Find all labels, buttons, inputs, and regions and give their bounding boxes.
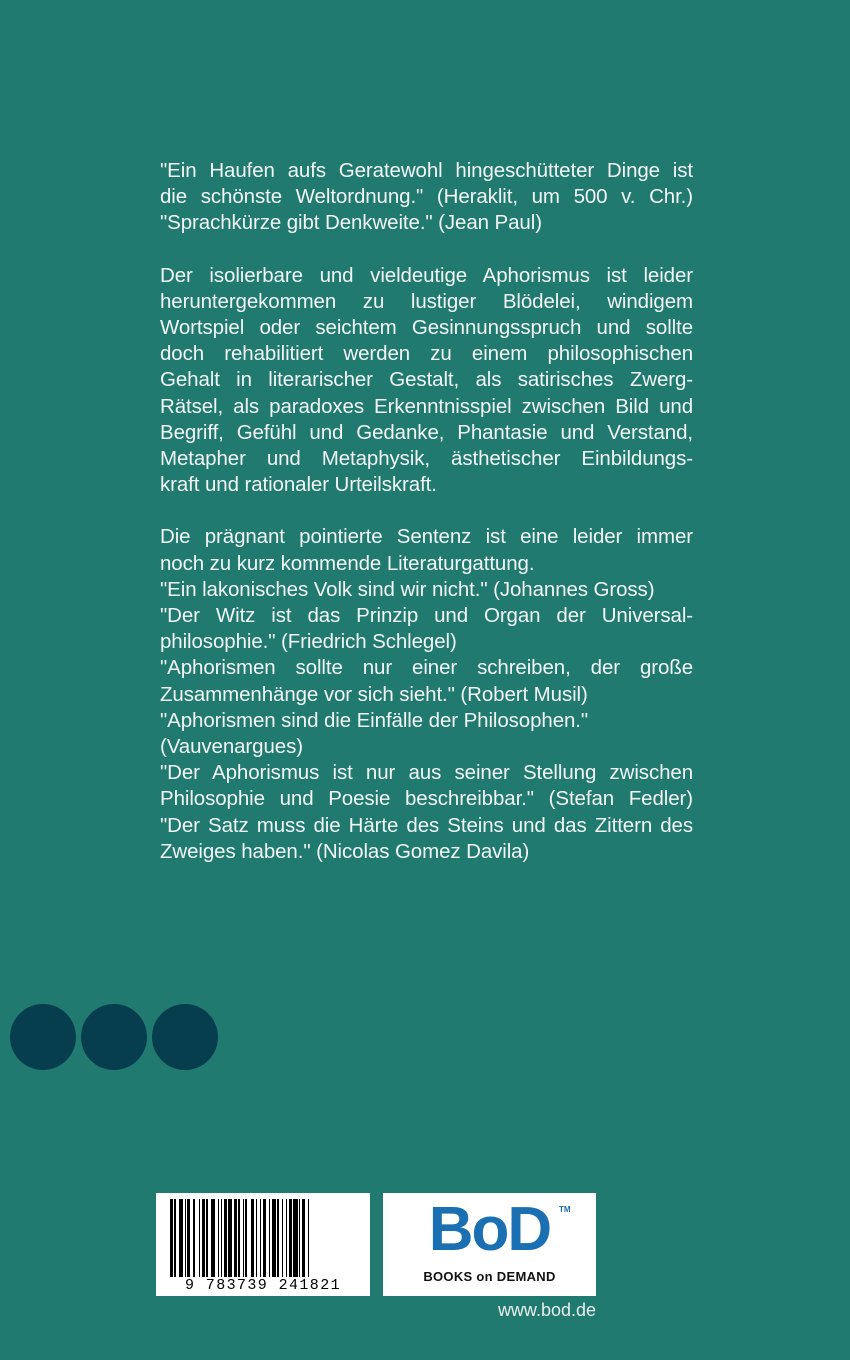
text-line: philosophie." (Friedrich Schlegel) <box>160 630 457 654</box>
barcode-bar <box>234 1199 237 1277</box>
publisher-url: www.bod.de <box>497 1300 596 1320</box>
barcode-bar <box>174 1199 175 1277</box>
bod-logo-text: BoD <box>428 1195 551 1264</box>
text-line: heruntergekommen zu lustiger Blödelei, windigem <box>160 289 693 313</box>
text-line: "Der Witz ist das Prinzip und Organ der Universal- <box>160 604 693 628</box>
barcode-bar <box>302 1199 305 1277</box>
text-line: (Vauvenargues) <box>160 735 303 759</box>
text-line: Rätsel, als paradoxes Erkenntnisspiel zwischen Bild und <box>160 394 693 418</box>
text-line: kraft und rationaler Urteilskraft. <box>160 473 437 497</box>
barcode-bar <box>221 1199 222 1277</box>
barcode-bar <box>243 1199 244 1277</box>
barcode-bar <box>289 1199 292 1277</box>
dot-icon <box>10 1004 76 1070</box>
barcode-bar <box>245 1199 246 1277</box>
barcode-bar <box>170 1199 173 1277</box>
barcode-bar <box>272 1199 276 1277</box>
publisher-tagline: BOOKS on DEMAND <box>423 1269 556 1284</box>
barcode-bar <box>224 1199 227 1277</box>
barcode-digits: 9 783739 241821 <box>184 1277 342 1294</box>
text-line: Metapher und Metaphysik, ästhetischer Einbildungs- <box>160 447 693 471</box>
barcode-bar <box>263 1199 266 1277</box>
isbn-barcode <box>156 1193 370 1296</box>
barcode-bar <box>211 1199 215 1277</box>
text-line: "Ein Haufen aufs Geratewohl hingeschütteter Dinge ist <box>160 159 693 182</box>
text-line: Die prägnant pointierte Sentenz ist eine leider immer <box>160 525 693 549</box>
barcode-bar <box>277 1199 278 1277</box>
back-cover-text <box>160 158 693 891</box>
text-line: noch zu kurz kommende Literaturgattung. <box>160 551 535 575</box>
barcode-bar <box>260 1199 261 1277</box>
dot-icon <box>81 1004 147 1070</box>
text-line: "Aphorismen sollte nur einer schreiben, der große <box>160 656 693 680</box>
barcode-bar <box>251 1199 254 1277</box>
text-line: "Der Satz muss die Härte des Steins und das Zittern des <box>160 813 693 837</box>
text-line: Zweiges haben." (Nicolas Gomez Davila) <box>160 839 530 863</box>
text-line: "Ein lakonisches Volk sind wir nicht." (Johannes Gross) <box>160 577 655 601</box>
barcode-bar <box>179 1199 183 1277</box>
text-line: Philosophie und Poesie beschreibbar." (Stefan Fedler) <box>160 787 693 811</box>
barcode-bar <box>282 1199 283 1277</box>
barcode-bar <box>193 1199 194 1277</box>
barcode-bar <box>185 1199 186 1277</box>
barcode-bar <box>228 1199 232 1277</box>
paragraph-quotes-intro <box>160 158 693 237</box>
barcode-bars <box>170 1199 356 1277</box>
text-line: Begriff, Gefühl und Gedanke, Phantasie und Verstand, <box>160 420 693 444</box>
barcode-bar <box>199 1199 200 1277</box>
barcode-bar <box>308 1199 309 1277</box>
barcode-bar <box>238 1199 239 1277</box>
barcode-bar <box>269 1199 270 1277</box>
publisher-logo <box>383 1193 596 1296</box>
trademark-mark: TM <box>559 1205 571 1214</box>
text-line: die schönste Weltordnung." (Heraklit, um 500 v. Chr.) <box>160 185 693 209</box>
text-line: "Aphorismen sind die Einfälle der Philosophen." <box>160 708 589 732</box>
text-line: Gehalt in literarischer Gestalt, als satirisches Zwerg- <box>160 368 693 392</box>
barcode-bar <box>256 1199 257 1277</box>
text-line: Der isolierbare und vieldeutige Aphorismus ist leider <box>160 263 693 287</box>
barcode-bar <box>206 1199 207 1277</box>
text-line: doch rehabilitiert werden zu einem philosophischen <box>160 342 693 366</box>
paragraph-sentenz-quotes <box>160 524 693 865</box>
barcode-bar <box>218 1199 219 1277</box>
text-line: Zusammenhänge vor sich sieht." (Robert Musil) <box>160 682 588 706</box>
dot-icon <box>152 1004 218 1070</box>
paragraph-aphorism-essay <box>160 263 693 499</box>
barcode-bar <box>299 1199 300 1277</box>
text-line: "Der Aphorismus ist nur aus seiner Stellung zwischen <box>160 761 693 785</box>
barcode-bar <box>286 1199 287 1277</box>
barcode-bar <box>293 1199 297 1277</box>
barcode-bar <box>202 1199 205 1277</box>
text-line: "Sprachkürze gibt Denkweite." (Jean Paul) <box>160 211 542 235</box>
barcode-bar <box>187 1199 190 1277</box>
text-line: Wortspiel oder seichtem Gesinnungsspruch und sollte <box>160 316 693 340</box>
